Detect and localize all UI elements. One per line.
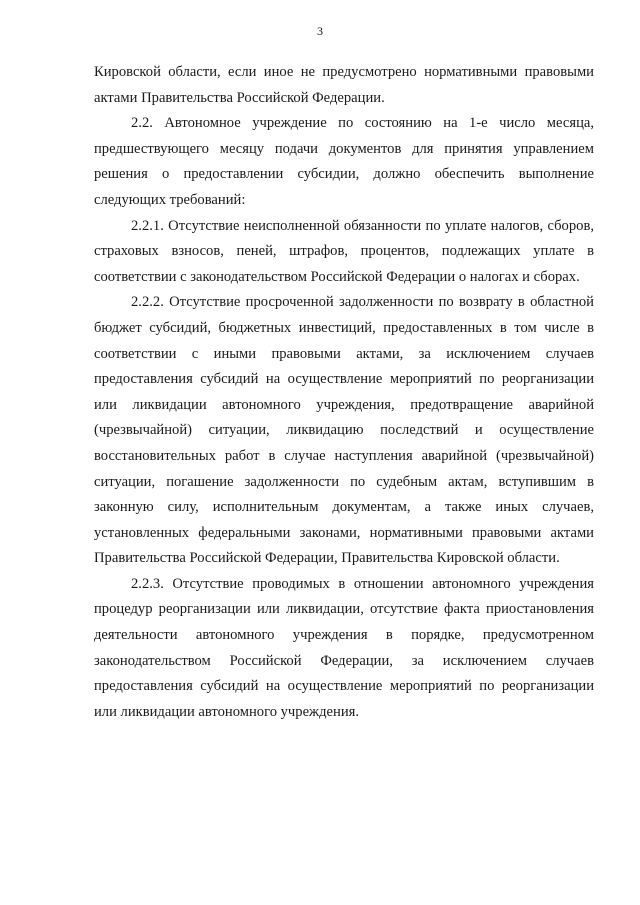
paragraph-2-2-3: 2.2.3. Отсутствие проводимых в отношении автономного учреждения процедур реорганизации или ликвидации, отсутствие факта приостановления деятельности автономного учреждения в порядке, предусмотренном законодательством Российской Федерации, за исключением случаев предоставления субсидий на осуществление мероприятий по реорганизации или ликвидации автономного учреждения. — [94, 575, 594, 720]
document-body — [94, 60, 594, 725]
paragraph-continuation: Кировской области, если иное не предусмотрено нормативными правовыми актами Правительства Российской Федерации. — [94, 64, 594, 106]
paragraph-2-2-2: 2.2.2. Отсутствие просроченной задолженности по возврату в областной бюджет субсидий, бюджетных инвестиций, предоставленных в том числе в соответствии с иными правовыми актами, за исключением случаев предоставления субсидий на осуществление мероприятий по реорганизации или ликвидации автономного учреждения, предотвращение аварийной (чрезвычайной) ситуации, ликвидацию последствий и осуществление восстановительных работ в случае наступления аварийной (чрезвычайной) ситуации, погашение задолженности по судебным актам, вступившим в законную силу, исполнительным документам, а также иных случаев, установленных федеральными законами, нормативными правовыми актами Правительства Российской Федерации, Правительства Кировской области. — [94, 294, 594, 567]
paragraph-2-2: 2.2. Автономное учреждение по состоянию на 1-е число месяца, предшествующего месяцу подачи документов для принятия управлением решения о предоставлении субсидии, должно обеспечить выполнение следующих требований: — [94, 115, 594, 208]
paragraph-2-2-1: 2.2.1. Отсутствие неисполненной обязанности по уплате налогов, сборов, страховых взносов, пеней, штрафов, процентов, подлежащих уплате в соответствии с законодательством Российской Федерации о налогах и сборах. — [94, 217, 594, 285]
page-number: 3 — [317, 24, 323, 38]
